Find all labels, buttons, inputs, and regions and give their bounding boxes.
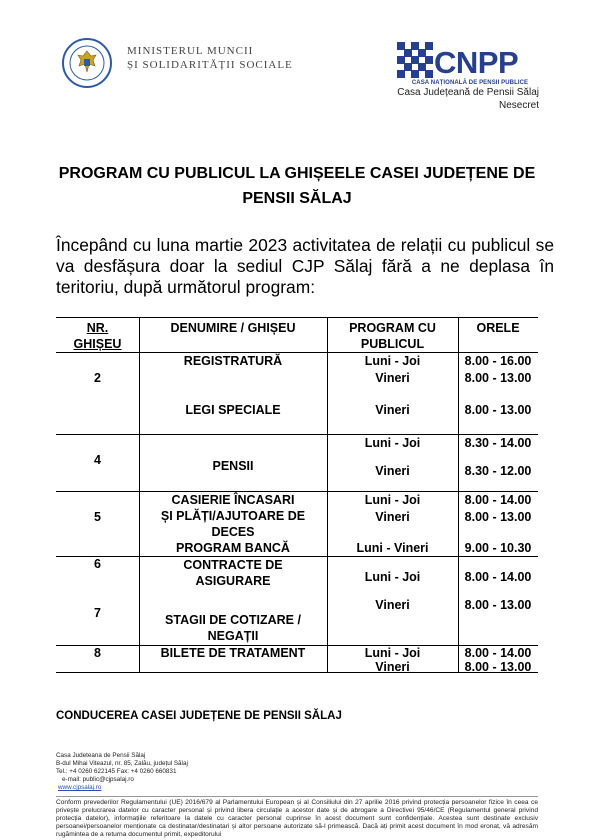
row-days: Vineri — [375, 660, 410, 674]
header-program — [327, 320, 458, 352]
row-hours: 8.00 - 13.00 — [464, 371, 532, 385]
row-nr: 4 — [94, 453, 101, 467]
row-name-line: STAGII DE COTIZARE / — [165, 613, 301, 627]
row-name-line: DECES — [211, 525, 255, 539]
row-days: Luni - Joi — [364, 570, 421, 584]
government-seal-logo — [62, 38, 112, 88]
ministry-line-2: ȘI SOLIDARITĂȚII SOCIALE — [127, 59, 293, 71]
signature-line: CONDUCEREA CASEI JUDEȚENE DE PENSII SĂLAJ — [56, 710, 342, 722]
row-days: Vineri — [375, 464, 410, 478]
document-title-line-1: PROGRAM CU PUBLICUL LA GHIȘEELE CASEI JUDEȚENE DE — [58, 165, 536, 182]
row-name: LEGI SPECIALE — [185, 403, 281, 417]
row-name: PROGRAM BANCĂ — [176, 541, 290, 555]
row-nr: 6 — [94, 557, 101, 571]
document-title-line-2: PENSII SĂLAJ — [242, 190, 352, 207]
footer-phone: Tel.: +4 0260 622145 Fax: +4 0260 660831 — [56, 768, 177, 775]
row-nr: 7 — [94, 606, 101, 620]
row-days: Vineri — [375, 371, 410, 385]
row-name — [139, 492, 327, 540]
ministry-line-1: MINISTERUL MUNCII — [127, 45, 254, 57]
row-days: Luni - Joi — [364, 436, 421, 450]
row-name-line: CASIERIE ÎNCASARI — [171, 493, 295, 507]
row-name: REGISTRATURĂ — [183, 354, 283, 368]
intro-paragraph: Începând cu luna martie 2023 activitatea de relații cu publicul se va desfășura doar la sediul CJP Sălaj fără a ne deplasa în teritoriu, după următorul program: — [56, 235, 554, 297]
footer-website-link[interactable]: www.cjpsalaj.ro — [58, 784, 102, 791]
office-name: Casa Județeană de Pensii Sălaj — [397, 87, 539, 98]
row-name — [139, 612, 327, 644]
row-name-line: ASIGURARE — [195, 574, 271, 588]
row-hours: 8.00 - 13.00 — [464, 510, 532, 524]
header-nr — [56, 320, 139, 352]
header-program-line-1: PROGRAM CU — [349, 321, 436, 335]
row-days: Luni - Joi — [364, 493, 421, 507]
row-hours: 8.30 - 14.00 — [464, 436, 532, 450]
header-orele: ORELE — [476, 321, 520, 335]
header-nr-line-2: GHIȘEU — [73, 337, 122, 351]
cnpp-logo-text: CNPP — [434, 45, 519, 80]
row-hours: 8.00 - 13.00 — [464, 598, 532, 612]
row-name — [139, 557, 327, 589]
row-name-line: CONTRACTE DE — [183, 558, 283, 572]
row-days: Luni - Joi — [364, 354, 421, 368]
classification-label: Nesecret — [498, 100, 539, 111]
footer-address: B-dul Mihai Viteazul, nr. 85, Zalău, județul Sălaj — [56, 760, 188, 767]
row-hours: 8.00 - 14.00 — [464, 493, 532, 507]
row-days: Vineri — [375, 510, 410, 524]
row-hours: 8.00 - 13.00 — [464, 660, 532, 674]
row-hours: 8.30 - 12.00 — [464, 464, 532, 478]
row-name: BILETE DE TRATAMENT — [160, 646, 306, 660]
footer-divider — [56, 796, 538, 797]
row-hours: 8.00 - 16.00 — [464, 354, 532, 368]
footer-institution: Casa Judeteana de Pensii Sălaj — [56, 752, 146, 759]
row-days: Luni - Vineri — [356, 541, 429, 555]
row-hours: 9.00 - 10.30 — [464, 541, 532, 555]
row-nr: 5 — [94, 510, 101, 524]
row-days: Vineri — [375, 403, 410, 417]
header-denumire: DENUMIRE / GHIȘEU — [170, 321, 296, 335]
header-nr-line-1: NR. — [86, 321, 109, 335]
header-program-line-2: PUBLICUL — [360, 337, 425, 351]
row-name: PENSII — [212, 459, 254, 473]
row-nr: 8 — [94, 646, 101, 660]
cnpp-logo-mark — [397, 42, 433, 78]
row-hours: 8.00 - 13.00 — [464, 403, 532, 417]
gdpr-notice: Conform prevederilor Regulamentului (UE) 2016/679 al Parlamentului European și al Consiliului din 27 aprilie 2016 privind protecția persoanelor fizice în ceea ce privește prelucrarea datelor cu caracter personal și privind libera circulație a acestor date și de abrogare a Directivei 95/46/CE (Regulamentul general privind protecția datelor), informațiile referitoare la datele cu caracter personal cuprinse în acest document sunt confidențiale. Acestea sunt destinate exclusiv persoanei/persoanelor menționate ca destinatar/destinatari și altor persoane autorizate să-l primească. Dacă ați primit acest document în mod eronat, vă adresăm rugămintea de a returna documentul primit, expeditorului — [56, 799, 538, 838]
ministry-name — [127, 44, 293, 72]
row-hours: 8.00 - 14.00 — [464, 646, 532, 660]
footer-email: e-mail: public@cjpsalaj.ro — [62, 776, 134, 783]
row-name-line: ȘI PLĂȚI/AJUTOARE DE — [160, 509, 306, 523]
row-hours: 8.00 - 14.00 — [464, 570, 532, 584]
document-title — [40, 161, 554, 211]
row-days: Vineri — [375, 598, 410, 612]
row-nr: 2 — [94, 371, 101, 385]
schedule-table — [56, 317, 538, 673]
row-name-line: NEGAȚII — [207, 629, 259, 643]
cnpp-subtitle: CASA NAȚIONALĂ DE PENSII PUBLICE — [411, 80, 529, 86]
row-days: Luni - Joi — [364, 646, 421, 660]
